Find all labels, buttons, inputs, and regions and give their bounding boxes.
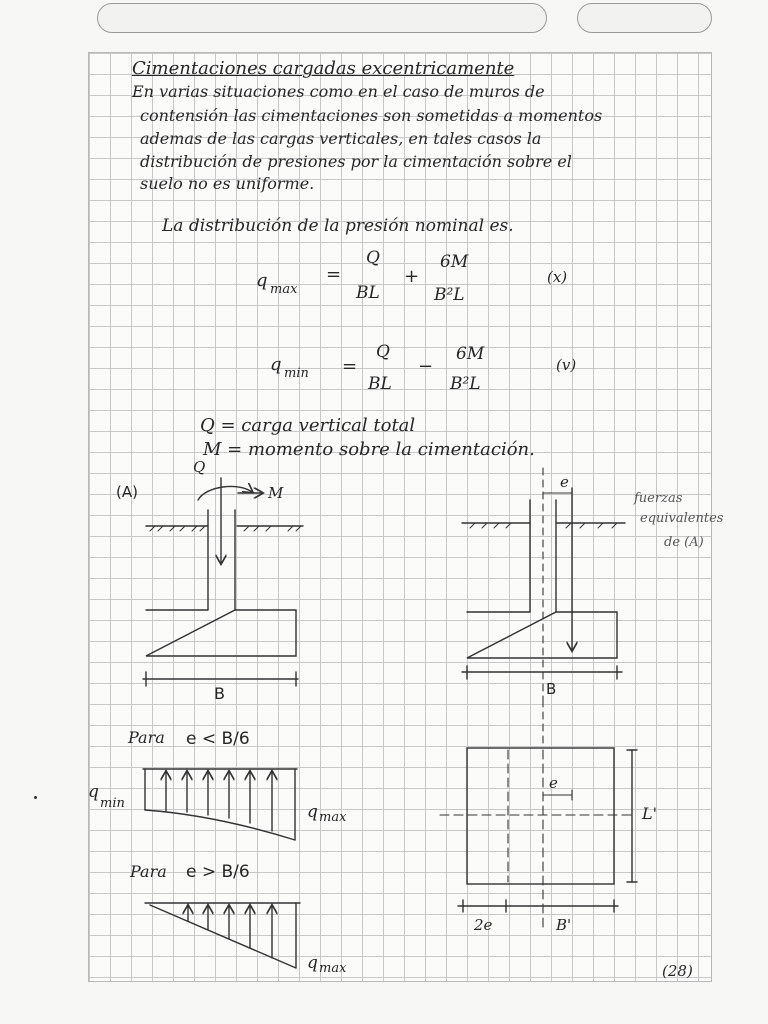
paragraph-line-1: En varias situaciones como en el caso de muros de (132, 82, 545, 101)
figure-a-footing (143, 478, 303, 686)
figure-a-moment-label: M (268, 484, 284, 502)
eq-max-equals: = (326, 264, 342, 285)
eq-min-t1-den: BL (368, 374, 392, 394)
figure-right-note-3: de (A) (664, 535, 704, 550)
paragraph-line-4: distribución de presiones por la cimentación sobre el (140, 152, 572, 171)
eq-max-op: + (404, 266, 420, 287)
plan-two-e-label: 2e (474, 916, 493, 934)
plan-width-label: B' (556, 916, 572, 934)
eq-max-lhs-sub: max (270, 282, 298, 297)
eq-min-tag: (v) (556, 356, 577, 374)
case1-condition: e < B/6 (186, 729, 250, 749)
paragraph-line-2: contensión las cimentaciones son sometidas a momentos (140, 106, 603, 125)
case2-qmax: q (307, 953, 318, 973)
plan-ecc-label: e (549, 774, 558, 792)
case1-qmin: q (88, 782, 99, 802)
figure-right-ecc-label: e (560, 473, 569, 491)
eq-min-t1-num: Q (376, 342, 390, 362)
page-title: Cimentaciones cargadas excentricamente (132, 58, 515, 79)
eq-min-t2-den: B²L (450, 374, 481, 394)
case1-pressure-diagram (143, 769, 297, 840)
definition-q: Q = carga vertical total (200, 415, 416, 436)
eq-min-t2-num: 6M (456, 344, 485, 364)
plan-length-label: L' (642, 804, 658, 823)
case2-condition: e > B/6 (186, 862, 250, 882)
case2-qmax-sub: max (319, 961, 347, 976)
case1-qmax-sub: max (319, 810, 347, 825)
case2-label: Para (130, 862, 167, 881)
eq-min-lhs-sub: min (284, 366, 309, 381)
eq-max-t1-den: BL (356, 283, 380, 303)
plan-view (440, 700, 637, 930)
eq-max-lhs: q (256, 270, 268, 291)
page-number: (28) (662, 962, 693, 980)
eq-min-equals: = (342, 356, 358, 377)
figure-right-footing (462, 468, 625, 700)
eq-min-op: − (418, 356, 434, 377)
eq-max-t2-den: B²L (434, 285, 465, 305)
case2-pressure-diagram (145, 903, 300, 968)
subtitle: La distribución de la presión nominal es. (162, 216, 514, 236)
case1-qmin-sub: min (100, 796, 125, 811)
eq-max-t2-num: 6M (440, 252, 469, 272)
case1-qmax: q (307, 802, 318, 822)
figure-right-note-1: fuerzas (634, 491, 683, 506)
eq-max-tag: (x) (547, 268, 568, 286)
eq-min-lhs: q (270, 354, 282, 375)
eq-max-t1-num: Q (366, 248, 380, 268)
figure-a-width-label: B (214, 684, 225, 703)
paragraph-line-5: suelo no es uniforme. (140, 174, 315, 193)
definition-m: M = momento sobre la cimentación. (203, 439, 535, 460)
figure-a-load-label: Q (193, 458, 206, 476)
case1-label: Para (128, 728, 165, 747)
paragraph-line-3: ademas de las cargas verticales, en tales casos la (140, 129, 542, 148)
figure-a-label: (A) (116, 483, 138, 501)
figure-right-width-label: B (546, 680, 557, 698)
figure-right-note-2: equivalentes (640, 511, 724, 526)
